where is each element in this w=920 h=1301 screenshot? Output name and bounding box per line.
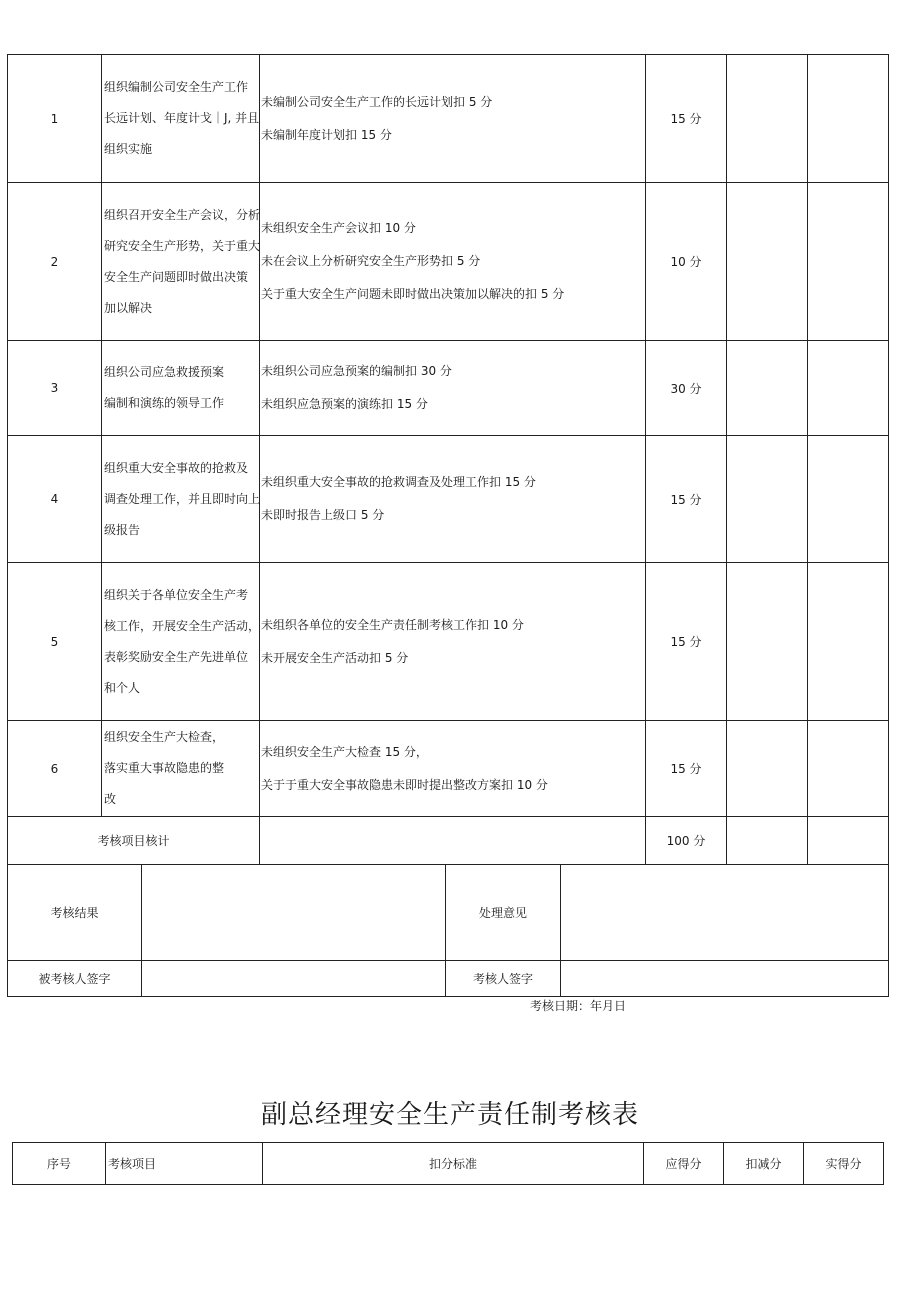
deduct-score-cell[interactable] <box>727 563 808 721</box>
item-line: 长远计划、年度计戈｜J, 并且 <box>104 111 260 125</box>
assessment-item <box>102 563 260 721</box>
due-score: 15 分 <box>646 563 727 721</box>
deduct-score-cell[interactable] <box>727 183 808 341</box>
table-row <box>8 721 889 817</box>
result-field[interactable] <box>142 865 446 961</box>
deduction-criteria <box>260 55 646 183</box>
item-line: 核工作，开展安全生产活动， <box>104 618 261 633</box>
total-criteria-cell <box>260 817 646 865</box>
item-line: 编制和演练的领导工作 <box>104 396 225 410</box>
total-score: 100 分 <box>646 817 727 865</box>
item-line: 组织实施 <box>104 142 153 156</box>
opinion-label: 处理意见 <box>446 865 561 961</box>
deduct-score-cell[interactable] <box>727 55 808 183</box>
actual-score-cell[interactable] <box>808 341 889 436</box>
item-line: 加以解决 <box>104 300 153 315</box>
result-row <box>8 865 889 961</box>
assessment-item <box>102 436 260 563</box>
criteria-line: 未组织安全生产大检查 15 分， <box>261 744 428 759</box>
header-no: 序号 <box>13 1143 106 1185</box>
header-deduct: 扣减分 <box>724 1143 804 1185</box>
criteria-line: 未组织应急预案的演练扣 15 分 <box>261 397 428 411</box>
due-score: 15 分 <box>646 436 727 563</box>
deduct-score-cell[interactable] <box>727 436 808 563</box>
assessment-item <box>102 721 260 817</box>
result-label: 考核结果 <box>8 865 142 961</box>
assessment-item <box>102 341 260 436</box>
assessment-item <box>102 183 260 341</box>
item-line: 表彰奖励安全生产先进单位 <box>104 649 249 664</box>
due-score: 10 分 <box>646 183 727 341</box>
due-score: 15 分 <box>646 55 727 183</box>
row-number: 5 <box>8 563 102 721</box>
row-number: 2 <box>8 183 102 341</box>
opinion-field[interactable] <box>561 865 889 961</box>
signature-row <box>8 961 889 997</box>
total-row <box>8 817 889 865</box>
criteria-line: 未开展安全生产活动扣 5 分 <box>261 650 409 665</box>
item-line: 改 <box>104 792 117 806</box>
criteria-line: 关于于重大安全事故隐患未即时提出整改方案扣 10 分 <box>261 777 548 792</box>
item-line: 组织重大安全事故的抢救及 <box>104 460 249 475</box>
table-row <box>8 563 889 721</box>
item-line: 落实重大事故隐患的整 <box>104 761 225 775</box>
item-line: 级报告 <box>104 522 141 537</box>
table-row <box>8 55 889 183</box>
actual-score-cell[interactable] <box>808 436 889 563</box>
row-number: 3 <box>8 341 102 436</box>
item-line: 组织召开安全生产会议，分析 <box>104 207 261 222</box>
examiner-sign-field[interactable] <box>561 961 889 997</box>
deduction-criteria <box>260 563 646 721</box>
criteria-line: 未即时报告上级口 5 分 <box>261 508 385 522</box>
assessment-date: 考核日期：年月日 <box>530 999 627 1013</box>
table-row <box>8 341 889 436</box>
due-score: 15 分 <box>646 721 727 817</box>
assessment-table <box>7 54 889 865</box>
deduction-criteria <box>260 341 646 436</box>
assessment-item <box>102 55 260 183</box>
item-line: 组织关于各单位安全生产考 <box>104 587 249 602</box>
actual-score-cell[interactable] <box>808 183 889 341</box>
criteria-line: 未编制年度计划扣 15 分 <box>261 127 392 142</box>
table-row <box>8 436 889 563</box>
total-label: 考核项目核计 <box>8 817 260 865</box>
deduct-score-cell[interactable] <box>727 341 808 436</box>
actual-score-cell[interactable] <box>808 55 889 183</box>
item-line: 组织安全生产大检查， <box>104 730 225 744</box>
examinee-sign-field[interactable] <box>142 961 446 997</box>
deduction-criteria <box>260 721 646 817</box>
row-number: 4 <box>8 436 102 563</box>
actual-score-cell[interactable] <box>808 563 889 721</box>
header-actual: 实得分 <box>804 1143 884 1185</box>
second-assessment-table <box>12 1142 884 1185</box>
page-title: 副总经理安全生产责任制考核表 <box>260 1100 639 1130</box>
header-criteria: 扣分标准 <box>263 1143 644 1185</box>
criteria-line: 未组织重大安全事故的抢救调查及处理工作扣 15 分 <box>261 475 536 489</box>
actual-score-cell[interactable] <box>808 721 889 817</box>
criteria-line: 未组织各单位的安全生产责任制考核工作扣 10 分 <box>261 617 524 632</box>
criteria-line: 未组织公司应急预案的编制扣 30 分 <box>261 364 452 378</box>
item-line: 和个人 <box>104 680 141 695</box>
criteria-line: 未组织安全生产会议扣 10 分 <box>261 221 416 235</box>
header-item: 考核项目 <box>106 1143 263 1185</box>
examinee-sign-label: 被考核人签字 <box>8 961 142 997</box>
criteria-line: 关于重大安全生产问题未即时做出决策加以解决的扣 5 分 <box>261 287 565 301</box>
header-row <box>13 1143 884 1185</box>
item-line: 组织编制公司安全生产工作 <box>104 80 249 94</box>
item-line: 研究安全生产形势，关于重大 <box>104 238 261 253</box>
total-actual-cell[interactable] <box>808 817 889 865</box>
criteria-line: 未在会议上分析研究安全生产形势扣 5 分 <box>261 254 481 268</box>
header-due: 应得分 <box>644 1143 724 1185</box>
deduction-criteria <box>260 183 646 341</box>
row-number: 6 <box>8 721 102 817</box>
table-row <box>8 183 889 341</box>
deduction-criteria <box>260 436 646 563</box>
item-line: 安全生产问题即时做出决策 <box>104 269 249 284</box>
criteria-line: 未编制公司安全生产工作的长远计划扣 5 分 <box>261 94 493 109</box>
item-line: 组织公司应急救援预案 <box>104 365 225 379</box>
due-score: 30 分 <box>646 341 727 436</box>
result-table <box>7 864 889 997</box>
examiner-sign-label: 考核人签字 <box>446 961 561 997</box>
total-deduct-cell[interactable] <box>727 817 808 865</box>
row-number: 1 <box>8 55 102 183</box>
item-line: 调查处理工作，并且即时向上 <box>104 491 261 506</box>
deduct-score-cell[interactable] <box>727 721 808 817</box>
